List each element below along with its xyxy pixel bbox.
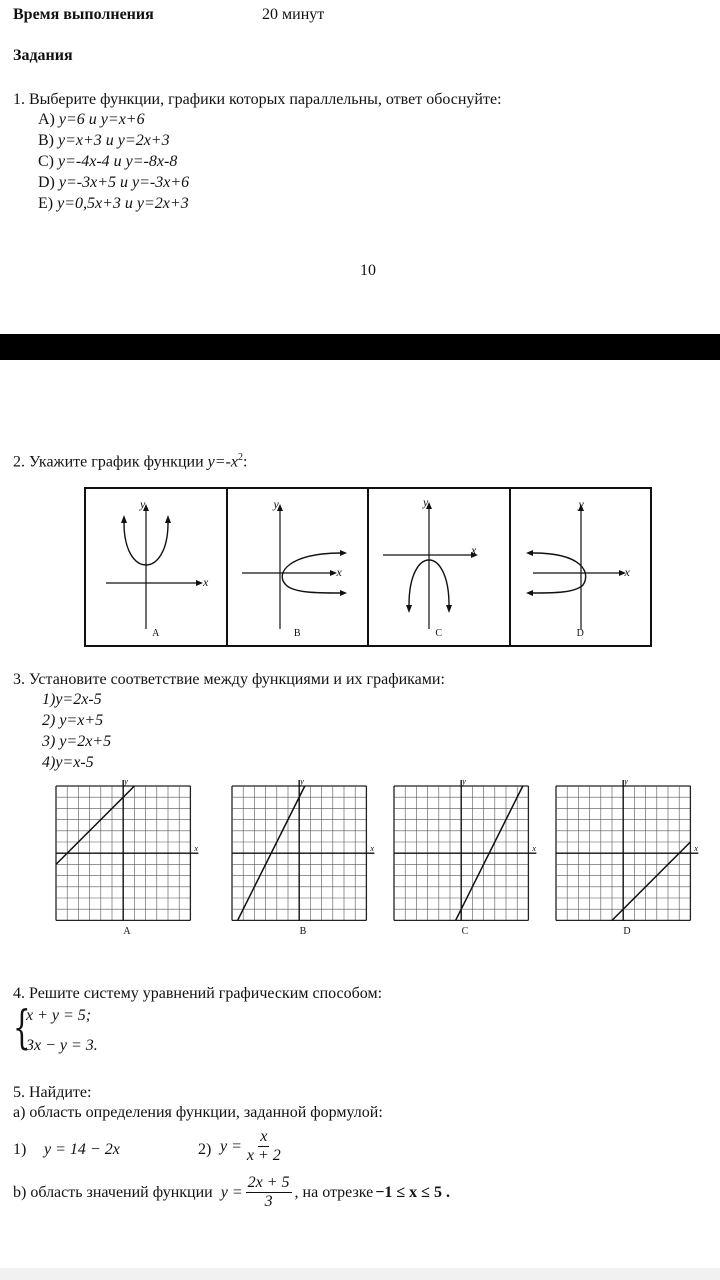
q5-f2: y = $\frac{x}{x + 2}$ xyxy=(220,1128,281,1164)
q3-item: 2) y=x+5 xyxy=(42,712,104,729)
q4-equation-2: 3x − y = 3. xyxy=(26,1037,98,1054)
q2-title: 2. Укажите график функции $y=-x^2$: xyxy=(13,452,248,471)
q4-equation-1: x + y = 5; xyxy=(26,1007,92,1024)
q2-graphs-table xyxy=(84,487,652,647)
time-label: Время выполнения xyxy=(13,6,154,23)
q2-graph-d[interactable] xyxy=(511,489,651,645)
q2-graph-d-xlabel: x xyxy=(624,565,630,579)
q5-f2-number: 2) xyxy=(198,1141,212,1158)
q1-option: A) y=6 и y=x+6 xyxy=(38,111,145,128)
q2-graph-a[interactable] xyxy=(86,489,228,645)
q5-part-b: b) область значений функции y = $\frac{2x + 5}{3}$ , на отрезке −1 ≤ x ≤ 5 . xyxy=(13,1174,450,1210)
q3-graph-caption: B xyxy=(299,926,307,937)
q2-graph-b-xlabel: x xyxy=(336,565,342,579)
axis-label-y: y xyxy=(624,777,628,786)
q1-title: 1. Выберите функции, графики которых параллельны, ответ обоснуйте: xyxy=(13,91,502,108)
q3-graph-d[interactable] xyxy=(552,776,702,936)
q5-f1-number: 1) xyxy=(13,1141,27,1158)
axis-label-y: y xyxy=(300,777,304,786)
q3-item: 3) y=2x+5 xyxy=(42,733,112,750)
q3-item: 1)y=2x-5 xyxy=(42,691,102,708)
axis-label-x: x xyxy=(532,844,536,854)
q2-graph-c-xlabel: x xyxy=(471,543,477,557)
system-brace: { xyxy=(13,1000,31,1054)
tasks-heading: Задания xyxy=(13,47,73,64)
q2-graph-c[interactable] xyxy=(369,489,511,645)
axis-label-x: x xyxy=(194,844,198,854)
q2-graph-b[interactable] xyxy=(228,489,370,645)
q2-graph-d-ylabel: y xyxy=(578,497,584,511)
q3-item: 4)y=x-5 xyxy=(42,754,94,771)
q4-title: 4. Решите систему уравнений графическим способом: xyxy=(13,985,383,1002)
q5-f1: y = 14 − 2x xyxy=(44,1141,120,1158)
q2-graph-a-ylabel: y xyxy=(140,497,146,511)
q3-graph-caption: A xyxy=(123,926,131,937)
q1-option: D) y=-3x+5 и y=-3x+6 xyxy=(38,174,190,191)
axis-label-y: y xyxy=(462,777,466,786)
page-separator xyxy=(0,334,720,360)
axis-label-x: x xyxy=(370,844,374,854)
q2-graph-b-ylabel: y xyxy=(273,497,279,511)
q1-option: C) y=-4x-4 и y=-8x-8 xyxy=(38,153,178,170)
page-number: 10 xyxy=(360,262,376,279)
q3-title: 3. Установите соответствие между функциями и их графиками: xyxy=(13,671,445,688)
axis-label-y: y xyxy=(124,777,128,786)
q5-part-a: а) область определения функции, заданной формулой: xyxy=(13,1104,383,1121)
q1-option: E) y=0,5x+3 и y=2x+3 xyxy=(38,195,189,212)
time-value: 20 минут xyxy=(262,6,325,23)
q3-graph-c[interactable] xyxy=(390,776,540,936)
q3-graph-a[interactable] xyxy=(52,776,202,936)
q2-graph-a-xlabel: x xyxy=(203,575,209,589)
q2-graph-b-caption: B xyxy=(293,628,301,639)
q2-graph-d-caption: D xyxy=(576,628,584,639)
q3-graph-caption: C xyxy=(461,926,469,937)
q5-title: 5. Найдите: xyxy=(13,1084,92,1101)
bottom-band xyxy=(0,1268,720,1280)
q2-graph-c-caption: C xyxy=(435,628,443,639)
q2-graph-c-ylabel: y xyxy=(423,495,429,509)
q2-graph-a-caption: A xyxy=(152,628,160,639)
axis-label-x: x xyxy=(694,844,698,854)
q1-option: B) y=x+3 и y=2x+3 xyxy=(38,132,170,149)
q3-graph-b[interactable] xyxy=(228,776,378,936)
q3-graph-caption: D xyxy=(623,926,631,937)
